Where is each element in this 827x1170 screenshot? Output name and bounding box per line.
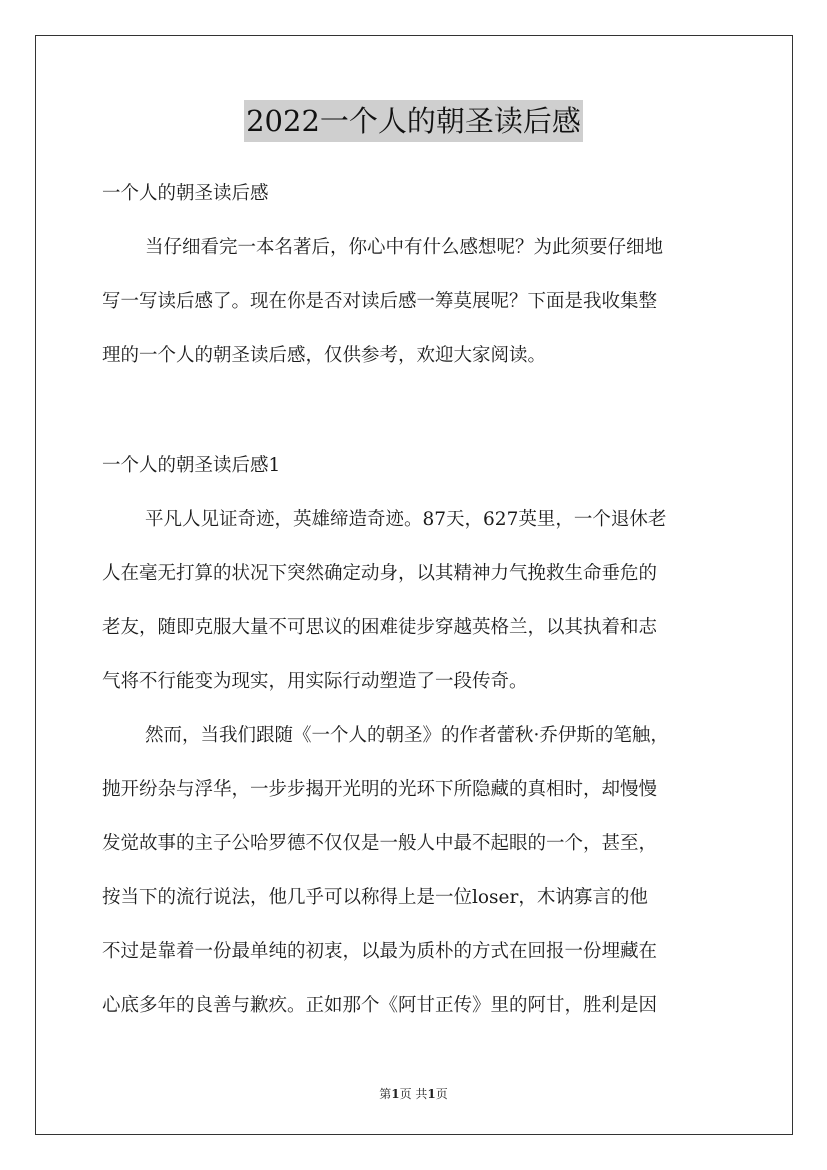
paragraph-line: 写一写读后感了。现在你是否对读后感一筹莫展呢？下面是我收集整: [102, 291, 658, 312]
page-footer: [0, 1085, 827, 1102]
paragraph-line: 气将不行能变为现实，用实际行动塑造了一段传奇。: [102, 671, 528, 692]
section-heading: 一个人的朝圣读后感1: [102, 455, 281, 476]
paragraph-line: 心底多年的良善与歉疚。正如那个《阿甘正传》里的阿甘，胜利是因: [102, 995, 658, 1016]
footer-page-number: 1: [391, 1087, 400, 1101]
footer-mid: 页 共: [399, 1087, 428, 1101]
footer-prefix: 第: [379, 1087, 392, 1101]
paragraph-line: 发觉故事的主子公哈罗德不仅仅是一般人中最不起眼的一个，甚至，: [102, 833, 658, 854]
section-heading: 一个人的朝圣读后感: [102, 183, 269, 204]
paragraph-line: 然而，当我们跟随《一个人的朝圣》的作者蕾秋·乔伊斯的笔触，: [145, 725, 669, 746]
footer-suffix: 页: [435, 1087, 448, 1101]
paragraph-line: 不过是靠着一份最单纯的初衷，以最为质朴的方式在回报一份埋藏在: [102, 941, 658, 962]
paragraph-line: 当仔细看完一本名著后，你心中有什么感想呢？为此须要仔细地: [145, 237, 664, 258]
paragraph-line: 人在毫无打算的状况下突然确定动身，以其精神力气挽救生命垂危的: [102, 563, 658, 584]
footer-page-total: 1: [427, 1087, 436, 1101]
paragraph-line: 老友，随即克服大量不可思议的困难徒步穿越英格兰，以其执着和志: [102, 617, 658, 638]
paragraph-line: 抛开纷杂与浮华，一步步揭开光明的光环下所隐藏的真相时，却慢慢: [102, 779, 658, 800]
paragraph-line: 按当下的流行说法，他几乎可以称得上是一位loser，木讷寡言的他: [102, 887, 648, 908]
title-container: [0, 100, 827, 142]
paragraph-line: 理的一个人的朝圣读后感，仅供参考，欢迎大家阅读。: [102, 345, 547, 366]
paragraph-line: 平凡人见证奇迹，英雄缔造奇迹。87天，627英里，一个退休老: [145, 509, 667, 530]
document-title: 2022一个人的朝圣读后感: [244, 100, 583, 142]
